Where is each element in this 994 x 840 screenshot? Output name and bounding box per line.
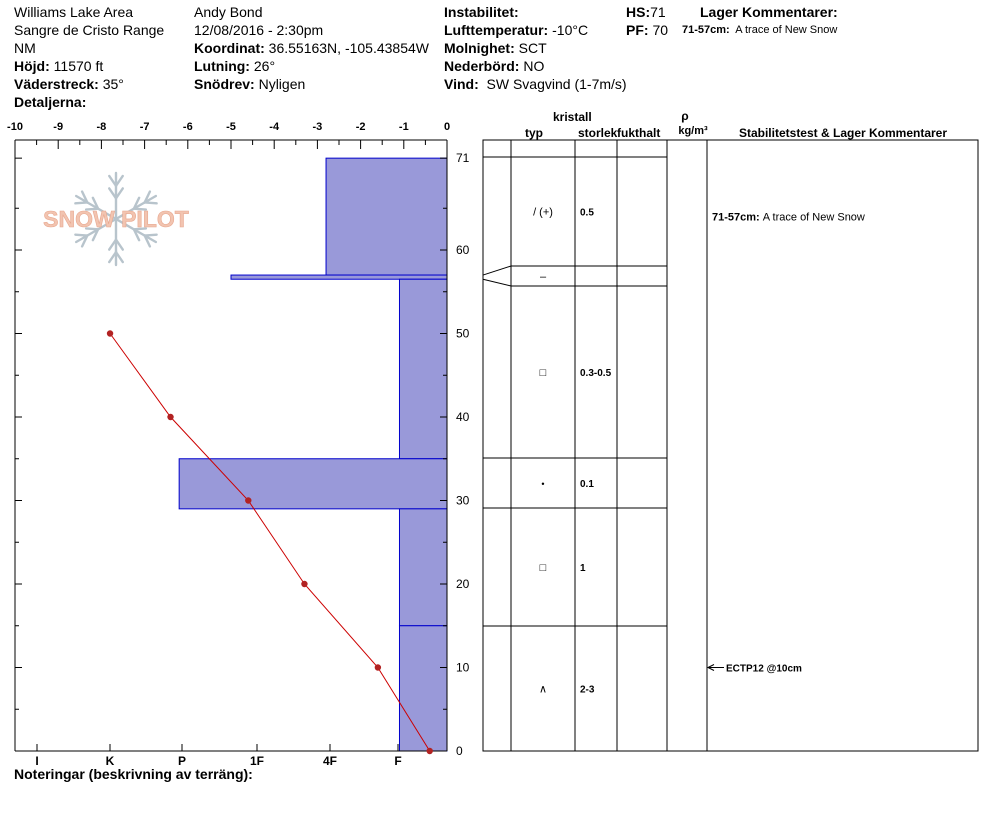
layer-table [483, 109, 978, 751]
stability-comment-text: A trace of New Snow [762, 211, 865, 224]
table-header-size: storlek [578, 126, 618, 140]
hardness-bar [399, 626, 447, 751]
hardness-bars [179, 158, 447, 751]
temperature-point [167, 414, 173, 420]
height-tick-label: 50 [456, 326, 470, 341]
snowpilot-watermark [43, 173, 189, 265]
air-temp-value: -10°C [552, 22, 589, 38]
pf-value: 70 [652, 22, 669, 38]
temperature-point [301, 581, 307, 587]
grain-size-value: 0.3-0.5 [580, 368, 612, 379]
temperature-point [427, 748, 433, 754]
temp-tick-label: -1 [398, 121, 409, 133]
instability-label: Instabilitet: [444, 4, 519, 20]
grain-size-value: 0.1 [580, 479, 594, 490]
sky-label: Molnighet: [444, 40, 515, 56]
grain-type-symbol: □ [539, 367, 547, 379]
precip-value: NO [523, 58, 545, 74]
slope-value: 26° [253, 58, 276, 74]
hardness-bar [399, 279, 447, 459]
coord-label: Koordinat: [194, 40, 265, 56]
hardness-tick-label: P [177, 754, 187, 768]
height-tick-label: 60 [456, 243, 470, 257]
wind-load-label: Snödrev: [194, 76, 255, 92]
mountain-range: Sangre de Cristo Range [14, 22, 165, 38]
aspect-value: 35° [102, 76, 124, 92]
layer-comment-text: A trace of New Snow [735, 24, 838, 36]
table-header-stability: Stabilitetstest & Lager Kommentarer [738, 126, 948, 140]
grain-type-symbol: ∧ [538, 683, 548, 696]
flake-branch [75, 235, 87, 236]
coord-value: 36.55163N, -105.43854W [268, 40, 429, 56]
stability-test-label: ECTP12 @10cm [726, 663, 802, 675]
observer: Andy Bond [194, 4, 263, 20]
hardness-tick-label: F [394, 754, 402, 768]
table-header-type: typ [525, 126, 543, 140]
temp-tick-label: -4 [269, 121, 280, 133]
hardness-bar [231, 275, 447, 279]
grain-size-value: 0.5 [580, 207, 594, 219]
aspect-label: Väderstreck: [14, 76, 99, 92]
height-tick-label: 30 [456, 493, 470, 508]
hs-label: HS: [626, 4, 651, 20]
layer-comments-title: Lager Kommentarer: [700, 4, 838, 20]
temp-tick-label: -5 [226, 121, 236, 133]
temp-tick-label: -6 [182, 121, 193, 133]
stability-comment [712, 212, 865, 224]
watermark-text: SNOW PILOT [43, 206, 189, 232]
hardness-bar [179, 459, 447, 509]
hardness-tick-label: K [105, 754, 115, 768]
flake-branch [145, 202, 157, 203]
grain-size-value: 1 [580, 563, 586, 574]
temp-tick-label: -7 [139, 121, 150, 133]
temp-tick-label: -10 [7, 121, 23, 133]
stability-comment-range: 71-57cm: [712, 211, 763, 224]
hardness-bar [399, 509, 447, 626]
temperature-point [375, 664, 381, 670]
grain-type-symbol: – [539, 271, 547, 283]
height-tick-label: 20 [456, 577, 470, 591]
datetime: 12/08/2016 - 2:30pm [194, 22, 324, 38]
precip-label: Nederbörd: [444, 58, 520, 74]
temp-tick-label: -2 [355, 121, 366, 133]
temperature-point [245, 497, 251, 503]
temp-tick-label: 0 [443, 121, 451, 133]
grain-type-symbol: • [541, 479, 545, 489]
wind-load-value: Nyligen [258, 76, 306, 92]
notes-label: Noteringar (beskrivning av terräng): [14, 766, 253, 782]
height-tick-label: 0 [456, 744, 463, 758]
hs-value: 71 [650, 4, 666, 20]
temp-tick-label: -8 [96, 121, 107, 133]
table-header-moisture: fukthalt [617, 126, 661, 140]
air-temp-label: Lufttemperatur: [444, 22, 549, 38]
temp-tick-label: -3 [312, 121, 323, 133]
table-header-rho: ρ [681, 109, 689, 123]
temperature-series [107, 330, 433, 754]
table-header-crystal: kristall [553, 110, 592, 124]
grain-size-value: 2-3 [580, 684, 595, 696]
wind-value: SW Svagvind (1-7m/s) [486, 76, 627, 92]
table-frame [483, 140, 978, 751]
location: Williams Lake Area [14, 4, 134, 20]
height-tick-label: 10 [456, 660, 470, 675]
elevation-value: 11570 ft [53, 58, 104, 74]
temperature-line [110, 334, 430, 752]
grain-type-symbol: □ [539, 562, 547, 574]
pf-label: PF: [626, 22, 649, 38]
table-header-density-unit: kg/m³ [678, 125, 708, 137]
hardness-tick-label: 4F [322, 754, 338, 768]
height-tick-label: 71 [456, 151, 470, 166]
flake-branch [75, 202, 87, 203]
hardness-tick-label: 1F [249, 754, 265, 768]
hardness-bar [326, 158, 447, 275]
flake-branch [145, 235, 157, 236]
hardness-tick-label: I [35, 754, 39, 768]
temp-tick-label: -9 [53, 121, 64, 133]
state: NM [14, 40, 36, 56]
height-tick-label: 40 [456, 410, 470, 424]
sky-value: SCT [518, 40, 547, 56]
temperature-point [107, 330, 113, 336]
elevation-label: Höjd: [14, 58, 50, 74]
slope-label: Lutning: [194, 58, 250, 74]
grain-type-symbol: / (+) [533, 206, 553, 219]
layer-comment-range: 71-57cm: [682, 24, 730, 36]
wind-label: Vind: [444, 76, 479, 92]
details-label: Detaljerna: [14, 94, 87, 110]
